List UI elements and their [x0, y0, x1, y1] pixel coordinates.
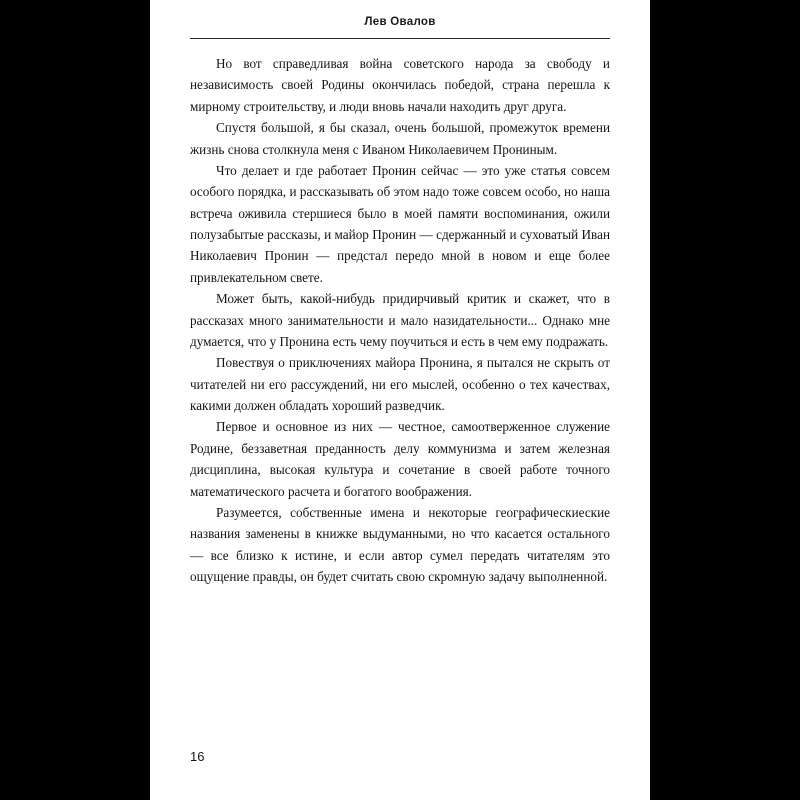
body-text: [190, 53, 610, 587]
paragraph: Разумеется, собственные имена и некоторые географическиеские названия заменены в книжке выдуманными, но что касается остального — все близко к истине, и если автор сумел передать читателям это ощущение правды, он будет считать свою скромную задачу выполненной.: [190, 504, 610, 584]
header-rule: [190, 38, 610, 39]
paragraph: Может быть, какой-нибудь придирчивый критик и скажет, что в рассказах много занимательности и мало назидательности... Однако мне думается, что у Пронина есть чему поучиться и есть в чем ему подражать.: [190, 291, 610, 349]
book-page: [150, 0, 650, 800]
paragraph: Но вот справедливая война советского народа за свободу и независимость своей Родины окончилась победой, страна перешла к мирному строительству, и люди вновь начали находить друг друга.: [190, 56, 610, 114]
paragraph: Что делает и где работает Пронин сейчас — это уже статья совсем особого порядка, и рассказывать об этом надо тоже совсем особо, но наша встреча оживила стершиеся было в моей памяти воспоминания, ожили полузабытые рассказы, и майор Пронин — сдержанный и суховатый Иван Николаевич Пронин — предстал передо мной в новом и еще более привлекательном свете.: [190, 162, 610, 285]
paragraph: Первое и основное из них — честное, самоотверженное служение Родине, беззаветная преданность делу коммунизма и затем железная дисциплина, высокая культура и сочетание в своей работе точного математического расчета и богатого воображения.: [190, 419, 610, 499]
paragraph: Повествуя о приключениях майора Пронина, я пытался не скрыть от читателей ни его рассуждений, ни его мыслей, особенно о тех качествах, какими должен обладать хороший разведчик.: [190, 355, 610, 413]
page-content: [190, 16, 610, 784]
paragraph: Спустя большой, я бы сказал, очень большой, промежуток времени жизнь снова столкнула меня с Иваном Николаевичем Прониным.: [190, 120, 610, 157]
running-head-author: Лев Овалов: [364, 16, 436, 28]
page-number: 16: [190, 749, 205, 764]
